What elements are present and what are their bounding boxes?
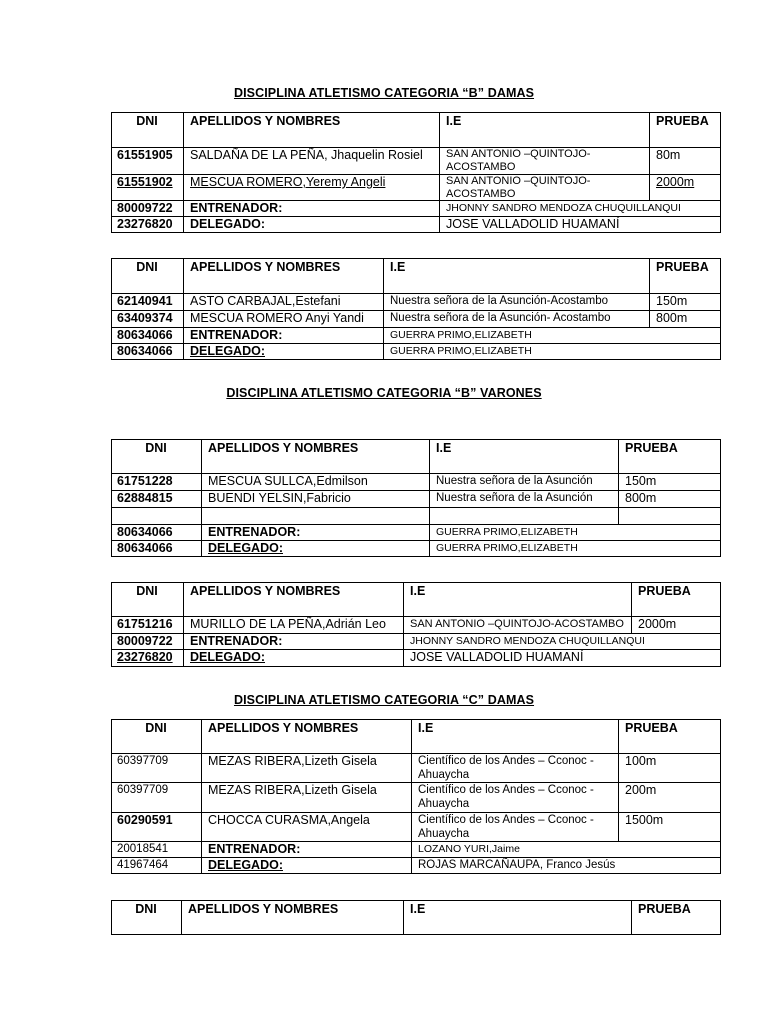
delegado-row xyxy=(112,858,721,874)
col-ie: I.E xyxy=(404,901,632,935)
col-names: APELLIDOS Y NOMBRES xyxy=(202,440,430,474)
dni-cell: 80634066 xyxy=(112,541,202,557)
entrenador-value: LOZANO YURI,Jaime xyxy=(412,842,721,858)
entrenador-row xyxy=(112,634,721,650)
table-c-damas-2 xyxy=(111,900,721,935)
table-header-row xyxy=(112,901,721,935)
table-c-damas-1 xyxy=(111,719,721,874)
dni-cell: 61551902 xyxy=(112,175,184,201)
ie-cell: Científico de los Andes – Cconoc - Ahuaycha xyxy=(412,754,619,783)
entrenador-row xyxy=(112,328,721,344)
table-header-row xyxy=(112,259,721,294)
table-row xyxy=(112,783,721,813)
col-ie: I.E xyxy=(430,440,619,474)
entrenador-row xyxy=(112,525,721,541)
table-header-row xyxy=(112,720,721,754)
col-names: APELLIDOS Y NOMBRES xyxy=(184,259,384,294)
heading-b-damas: DISCIPLINA ATLETISMO CATEGORIA “B” DAMAS xyxy=(233,86,535,100)
table-row xyxy=(112,754,721,783)
entrenador-value: JHONNY SANDRO MENDOZA CHUQUILLANQUI xyxy=(404,634,721,650)
table-header-row xyxy=(112,113,721,148)
table-header-row xyxy=(112,440,721,474)
prueba-cell: 800m xyxy=(619,491,721,508)
empty-row xyxy=(112,508,721,525)
delegado-value: JOSE VALLADOLID HUAMANÍ xyxy=(404,650,721,667)
dni-cell: 62884815 xyxy=(112,491,202,508)
name-cell: MURILLO DE LA PEÑA,Adrián Leo xyxy=(184,617,404,634)
delegado-value: JOSE VALLADOLID HUAMANÍ xyxy=(440,217,721,233)
prueba-cell: 150m xyxy=(619,474,721,491)
dni-cell: 60290591 xyxy=(112,813,202,842)
delegado-row xyxy=(112,541,721,557)
table-b-damas-2 xyxy=(111,258,721,360)
delegado-row xyxy=(112,344,721,360)
entrenador-label: ENTRENADOR: xyxy=(202,842,412,858)
dni-cell: 61751216 xyxy=(112,617,184,634)
col-dni: DNI xyxy=(112,720,202,754)
delegado-label: DELEGADO: xyxy=(184,650,404,667)
table-row xyxy=(112,474,721,491)
delegado-value: GUERRA PRIMO,ELIZABETH xyxy=(430,541,721,557)
dni-cell: 80634066 xyxy=(112,328,184,344)
dni-cell: 61551905 xyxy=(112,148,184,175)
entrenador-row xyxy=(112,201,721,217)
col-ie: I.E xyxy=(440,113,650,148)
col-prueba: PRUEBA xyxy=(632,583,721,617)
col-prueba: PRUEBA xyxy=(650,259,721,294)
ie-cell: Nuestra señora de la Asunción xyxy=(430,474,619,491)
table-row xyxy=(112,813,721,842)
ie-cell: SAN ANTONIO –QUINTOJO-ACOSTAMBO xyxy=(440,175,650,201)
dni-cell: 80009722 xyxy=(112,634,184,650)
col-ie: I.E xyxy=(412,720,619,754)
col-names: APELLIDOS Y NOMBRES xyxy=(202,720,412,754)
entrenador-value: GUERRA PRIMO,ELIZABETH xyxy=(384,328,721,344)
col-dni: DNI xyxy=(112,901,182,935)
ie-cell: Nuestra señora de la Asunción- Acostambo xyxy=(384,311,650,328)
dni-cell: 61751228 xyxy=(112,474,202,491)
table-b-varones-1 xyxy=(111,439,721,557)
table-row xyxy=(112,491,721,508)
delegado-label: DELEGADO: xyxy=(202,858,412,874)
table-row xyxy=(112,617,721,634)
delegado-value: GUERRA PRIMO,ELIZABETH xyxy=(384,344,721,360)
delegado-label: DELEGADO: xyxy=(202,541,430,557)
dni-cell: 23276820 xyxy=(112,217,184,233)
delegado-row xyxy=(112,650,721,667)
dni-cell: 80634066 xyxy=(112,525,202,541)
col-ie: I.E xyxy=(404,583,632,617)
dni-cell: 60397709 xyxy=(112,783,202,813)
prueba-cell: 2000m xyxy=(632,617,721,634)
ie-cell: Nuestra señora de la Asunción-Acostambo xyxy=(384,294,650,311)
entrenador-row xyxy=(112,842,721,858)
col-dni: DNI xyxy=(112,440,202,474)
dni-cell: 60397709 xyxy=(112,754,202,783)
empty-cell xyxy=(112,508,202,525)
prueba-cell: 1500m xyxy=(619,813,721,842)
dni-cell: 80634066 xyxy=(112,344,184,360)
delegado-label: DELEGADO: xyxy=(184,344,384,360)
prueba-cell: 80m xyxy=(650,148,721,175)
col-dni: DNI xyxy=(112,259,184,294)
name-cell: MESCUA ROMERO,Yeremy Angeli xyxy=(184,175,440,201)
empty-cell xyxy=(202,508,430,525)
dni-cell: 41967464 xyxy=(112,858,202,874)
table-row xyxy=(112,294,721,311)
col-names: APELLIDOS Y NOMBRES xyxy=(182,901,404,935)
empty-cell xyxy=(619,508,721,525)
prueba-cell: 800m xyxy=(650,311,721,328)
name-cell: MEZAS RIBERA,Lizeth Gisela xyxy=(202,754,412,783)
table-header-row xyxy=(112,583,721,617)
table-row xyxy=(112,148,721,175)
dni-cell: 20018541 xyxy=(112,842,202,858)
col-names: APELLIDOS Y NOMBRES xyxy=(184,113,440,148)
col-prueba: PRUEBA xyxy=(619,720,721,754)
dni-cell: 80009722 xyxy=(112,201,184,217)
delegado-row xyxy=(112,217,721,233)
delegado-value: ROJAS MARCAÑAUPA, Franco Jesús xyxy=(412,858,721,874)
empty-cell xyxy=(430,508,619,525)
col-dni: DNI xyxy=(112,113,184,148)
col-dni: DNI xyxy=(112,583,184,617)
name-cell: MEZAS RIBERA,Lizeth Gisela xyxy=(202,783,412,813)
prueba-cell: 100m xyxy=(619,754,721,783)
ie-cell: SAN ANTONIO –QUINTOJO-ACOSTAMBO xyxy=(440,148,650,175)
entrenador-label: ENTRENADOR: xyxy=(202,525,430,541)
col-prueba: PRUEBA xyxy=(619,440,721,474)
name-cell: MESCUA SULLCA,Edmilson xyxy=(202,474,430,491)
dni-cell: 63409374 xyxy=(112,311,184,328)
entrenador-value: JHONNY SANDRO MENDOZA CHUQUILLANQUI xyxy=(440,201,721,217)
col-ie: I.E xyxy=(384,259,650,294)
prueba-cell: 2000m xyxy=(650,175,721,201)
name-cell: BUENDI YELSIN,Fabricio xyxy=(202,491,430,508)
entrenador-value: GUERRA PRIMO,ELIZABETH xyxy=(430,525,721,541)
ie-cell: Científico de los Andes – Cconoc - Ahuaycha xyxy=(412,813,619,842)
name-cell: CHOCCA CURASMA,Angela xyxy=(202,813,412,842)
heading-b-varones: DISCIPLINA ATLETISMO CATEGORIA “B” VARONES xyxy=(226,386,542,400)
table-b-varones-2 xyxy=(111,582,721,667)
prueba-cell: 200m xyxy=(619,783,721,813)
delegado-label: DELEGADO: xyxy=(184,217,440,233)
table-row xyxy=(112,175,721,201)
table-row xyxy=(112,311,721,328)
name-cell: ASTO CARBAJAL,Estefani xyxy=(184,294,384,311)
table-b-damas-1 xyxy=(111,112,721,233)
name-cell: MESCUA ROMERO Anyi Yandi xyxy=(184,311,384,328)
dni-cell: 62140941 xyxy=(112,294,184,311)
entrenador-label: ENTRENADOR: xyxy=(184,328,384,344)
entrenador-label: ENTRENADOR: xyxy=(184,634,404,650)
ie-cell: Científico de los Andes – Cconoc - Ahuaycha xyxy=(412,783,619,813)
entrenador-label: ENTRENADOR: xyxy=(184,201,440,217)
heading-c-damas: DISCIPLINA ATLETISMO CATEGORIA “C” DAMAS xyxy=(233,693,535,707)
ie-cell: Nuestra señora de la Asunción xyxy=(430,491,619,508)
col-names: APELLIDOS Y NOMBRES xyxy=(184,583,404,617)
ie-cell: SAN ANTONIO –QUINTOJO-ACOSTAMBO xyxy=(404,617,632,634)
col-prueba: PRUEBA xyxy=(650,113,721,148)
prueba-cell: 150m xyxy=(650,294,721,311)
dni-cell: 23276820 xyxy=(112,650,184,667)
col-prueba: PRUEBA xyxy=(632,901,721,935)
name-cell: SALDAÑA DE LA PEÑA, Jhaquelin Rosiel xyxy=(184,148,440,175)
